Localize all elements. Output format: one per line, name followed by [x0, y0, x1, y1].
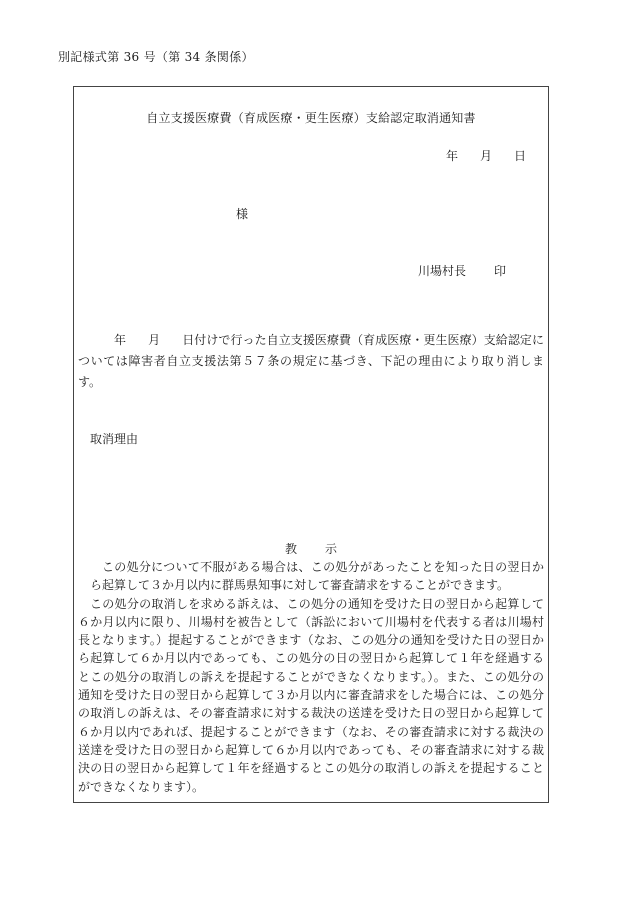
notice-heading: 教示 [284, 542, 365, 556]
notice-paragraph-2: この処分の取消しを求める訴えは、この処分の通知を受けた日の翌日から起算して６か月以内に限り、川場村を被告として（訴訟において川場村を代表する者は川場村長となります。）提起することができます（なお、この処分の通知を受けた日の翌日から起算して６か月以内であっても、この処分の日の翌日から起算して１年を経過するとこの処分の取消しの訴えを提起することができなくなります。）。また、この処分の通知を受けた日の翌日から起算して３か月以内に審査請求をした場合には、この処分の取消しの訴えは、その審査請求に対する裁決の送達を受けた日の翌日から起算して６か月以内であれば、提起することができます（なお、その審査請求に対する裁決の送達を受けた日の翌日から起算して６か月以内であっても、その審査請求に対する裁決の日の翌日から起算して１年を経過するとこの処分の取消しの訴えを提起することができなくなります）。 [78, 596, 544, 794]
notice-body [78, 558, 544, 796]
date-line [446, 147, 526, 164]
body-paragraph [78, 330, 544, 393]
issuer-block [418, 262, 506, 279]
cancellation-reason-label: 取消理由 [90, 432, 139, 446]
addressee-suffix: 様 [236, 207, 249, 221]
date-month-label: 月 [479, 149, 492, 163]
issuer-name: 川場村長 [418, 264, 467, 278]
form-reference: 別記様式第 36 号（第 34 条関係） [58, 50, 254, 64]
seal-mark: 印 [494, 264, 507, 278]
body-text-rest: 日付けで行った自立支援医療費（育成医療・更生医療）支給認定については障害者自立支援法第５７条の規定に基づき、下記の理由により取り消します。 [78, 333, 544, 389]
notice-document-frame [73, 86, 549, 803]
body-year-label: 年 [114, 333, 127, 347]
date-day-label: 日 [513, 149, 526, 163]
document-title: 自立支援医療費（育成医療・更生医療）支給認定取消通知書 [146, 111, 476, 125]
notice-paragraph-1: この処分について不服がある場合は、この処分があったことを知った日の翌日から起算して３か月以内に群馬県知事に対して審査請求をすることができます。 [90, 560, 544, 593]
body-month-label: 月 [148, 333, 161, 347]
date-year-label: 年 [445, 149, 458, 163]
